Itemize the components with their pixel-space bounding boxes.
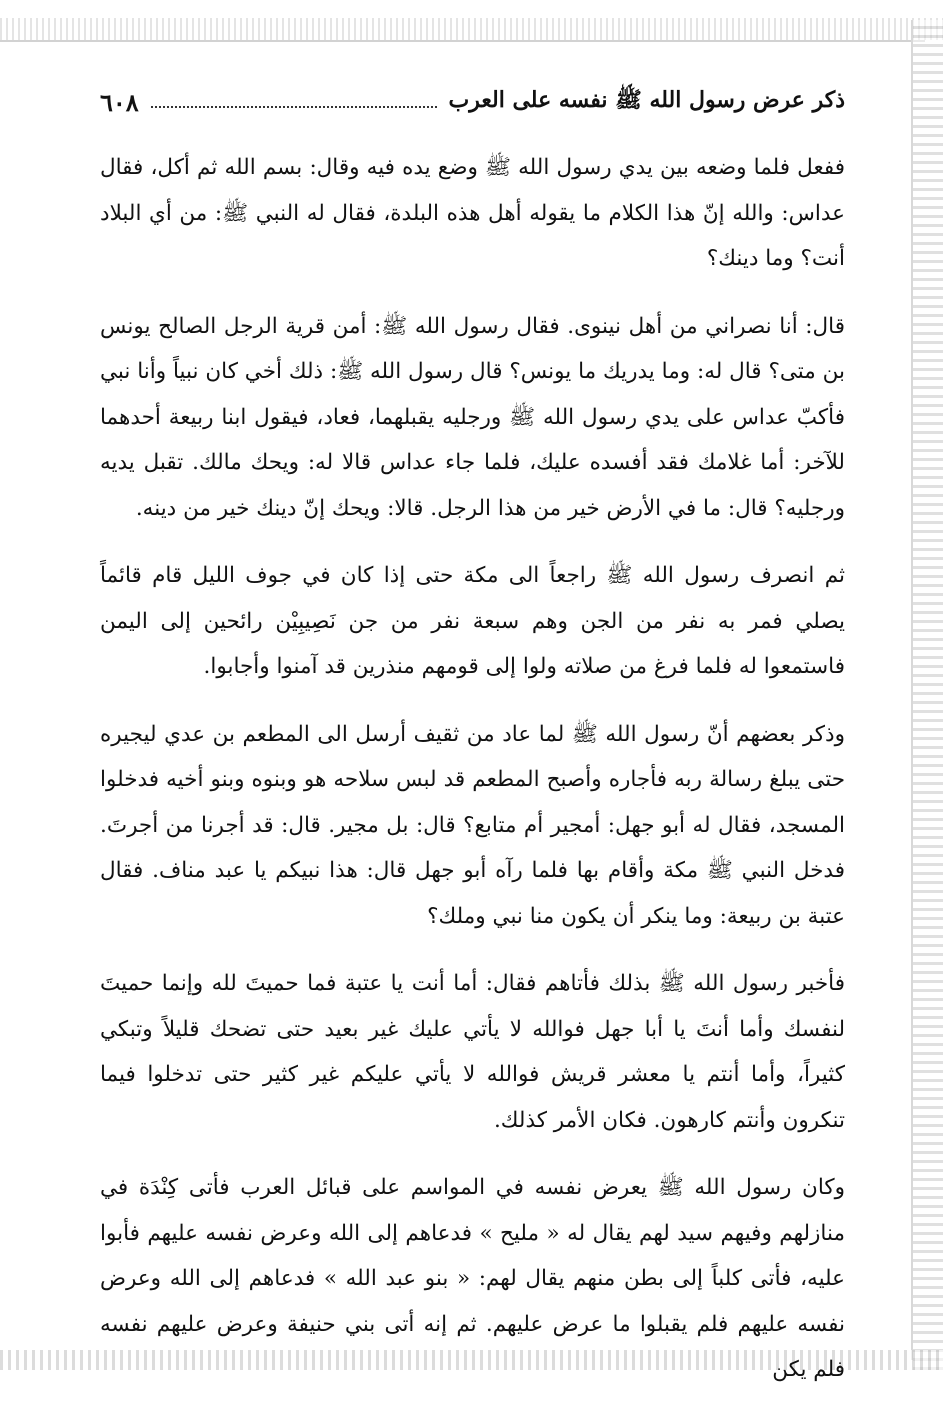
top-scan-border — [0, 18, 943, 40]
right-scan-border — [913, 20, 943, 1370]
paragraph-6: وكان رسول الله ﷺ يعرض نفسه في المواسم على قبائل العرب فأتى كِنْدَة في منازلهم وفيهم سيد لهم يقال له « مليح » فدعاهم إلى الله وعرض نفسه عليهم فأبوا عليه، فأتى كلباً إلى بطن منهم يقال لهم: « بنو عبد الله » فدعاهم إلى الله وعرض نفسه عليهم فلم يقبلوا ما عرض عليهم. ثم إنه أتى بني حنيفة وعرض عليهم نفسه فلم يكن — [100, 1175, 845, 1382]
header-dotted-rule — [151, 106, 437, 108]
page-number: ٦٠٨ — [100, 87, 139, 117]
paragraph-2: قال: أنا نصراني من أهل نينوى. فقال رسول الله ﷺ: أمن قرية الرجل الصالح يونس بن متى؟ قال له: وما يدريك ما يونس؟ قال رسول الله ﷺ: ذلك أخي كان نبياً وأنا نبي فأكبّ عداس على يدي رسول الله ﷺ ورجليه يقبلهما، فعاد، فيقول ابنا ربيعة أحدهما للآخر: أما غلامك فقد أفسده عليك، فلما جاء عداس قالا له: ويحك مالك. تقبل يديه ورجليه؟ قال: ما في الأرض خير من هذا الرجل. قالا: ويحك إنّ دينك خير من دينه. — [100, 313, 845, 521]
running-header — [100, 82, 845, 122]
top-border-line — [0, 40, 925, 42]
paragraph-4: وذكر بعضهم أنّ رسول الله ﷺ لما عاد من ثقيف أرسل الى المطعم بن عدي ليجيره حتى يبلغ رسالة ربه فأجاره وأصبح المطعم قد لبس سلاحه هو وبنوه وبنو أخيه فدخلوا المسجد، فقال له أبو جهل: أمجير أم متابع؟ قال: بل مجير. قال: قد أجرنا من أجرتَ. فدخل النبي ﷺ مكة وأقام بها فلما رآه أبو جهل قال: هذا نبيكم يا عبد مناف. فقال عتبة بن ربيعة: وما ينكر أن يكون منا نبي وملك؟ — [100, 721, 845, 929]
paragraph-1: ففعل فلما وضعه بين يدي رسول الله ﷺ وضع يده فيه وقال: بسم الله ثم أكل، فقال عداس: والله إنّ هذا الكلام ما يقوله أهل هذه البلدة، فقال له النبي ﷺ: من أي البلاد أنت؟ وما دينك؟ — [100, 155, 845, 271]
right-border-line — [911, 20, 913, 1360]
page-body — [100, 145, 845, 1415]
header-title: ذكر عرض رسول الله ﷺ نفسه على العرب — [448, 87, 845, 113]
paragraph-3: ثم انصرف رسول الله ﷺ راجعاً الى مكة حتى إذا كان في جوف الليل قام قائماً يصلي فمر به نفر من الجن وهم سبعة نفر من جن نَصِيبِيْن رائحين إلى اليمن فاستمعوا له فلما فرغ من صلاته ولوا إلى قومهم منذرين قد آمنوا وأجابوا. — [100, 563, 845, 679]
paragraph-5: فأخبر رسول الله ﷺ بذلك فأتاهم فقال: أما أنت يا عتبة فما حميتَ لله وإنما حميتَ لنفسك وأما أنتَ يا أبا جهل فوالله لا يأتي عليك غير بعيد حتى تضحك قليلاً وتبكي كثيراً، وأما أنتم يا معشر قريش فوالله لا يأتي عليكم غير كثير حتى تدخلوا فيما تنكرون وأنتم كارهون. فكان الأمر كذلك. — [100, 971, 845, 1133]
